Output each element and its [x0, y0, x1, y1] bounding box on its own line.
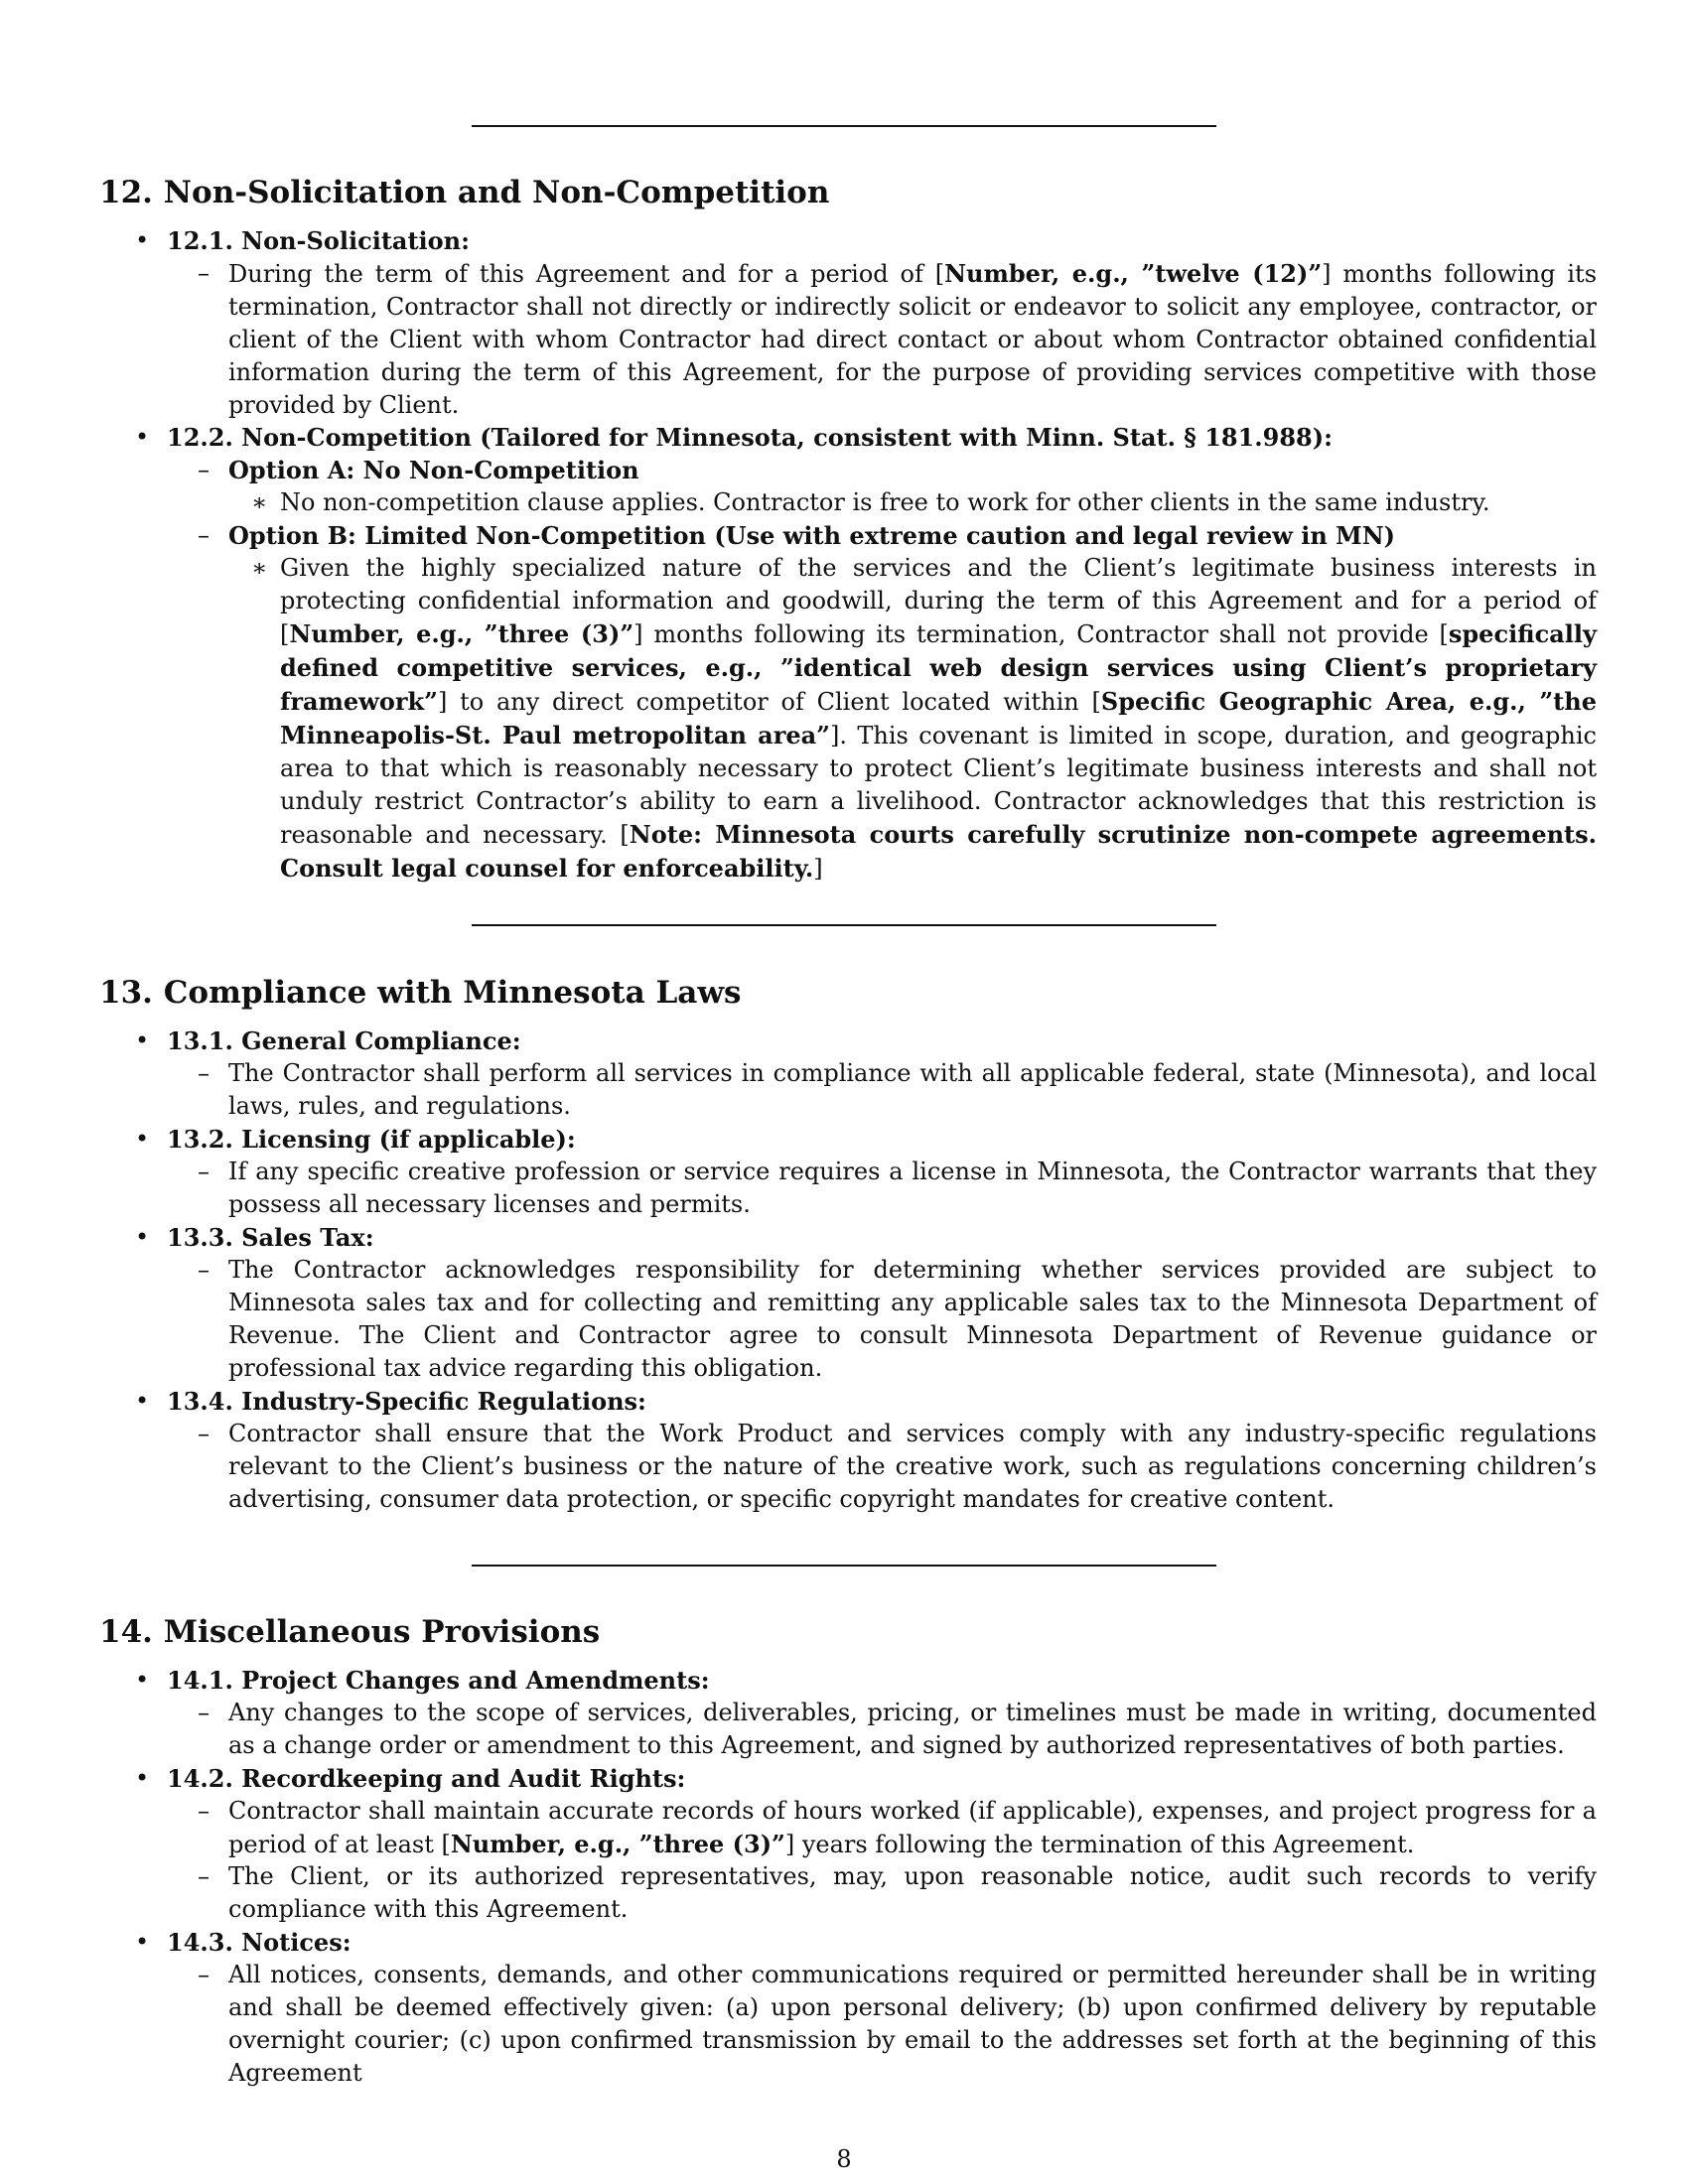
option-title: Option A: No Non-Competition — [228, 456, 639, 484]
placeholder-term: Number, e.g., ”three (3)” — [289, 619, 634, 648]
bullet-marker: • — [135, 1666, 150, 1694]
clause-text: The Contractor shall perform all services in compliance with all applicable federal, state (Minnesota), and local laws, rules, and regulations. — [228, 1059, 1597, 1120]
option-title: Option B: Limited Non-Competition (Use with extreme caution and legal review in MN) — [228, 521, 1396, 550]
clause-title: 14.2. Recordkeeping and Audit Rights: — [167, 1764, 686, 1793]
placeholder-term: Number, e.g., ”twelve (12)” — [944, 259, 1323, 288]
dash-marker: – — [198, 259, 210, 287]
dash-marker: – — [198, 1158, 210, 1185]
placeholder-term: Specific Geographic Area, e.g., ”the Minneapolis-St. Paul metropolitan area” — [280, 687, 1597, 750]
legal-note: Note: Minnesota courts carefully scrutinize non-compete agreements. Consult legal counsel for enforceability. — [280, 820, 1598, 883]
clause-text: Given the highly specialized nature of the services and the Client’s legitimate business interests in protecting confidential information and goodwill, during the term of this Agreement and for a period of [Number, e.g., ”three (3)”] months following its termination, Contractor shall not provide [specifically defined competitive services, e.g., ”identical web design services using Client’s proprietary framework”] to any direct competitor of Client located within [Specific Geographic Area, e.g., ”the Minneapolis-St. Paul metropolitan area”]. This covenant is limited in scope, duration, and geographic area to that which is reasonably necessary to protect Client’s legitimate business interests and shall not unduly restrict Contractor’s ability to earn a livelihood. Contractor acknowledges that this restriction is reasonable and necessary. [Note: Minnesota courts carefully scrutinize non-compete agreements. Consult legal counsel for enforceability.] — [280, 554, 1598, 883]
placeholder-term: Number, e.g., ”three (3)” — [450, 1830, 785, 1858]
clause-title: 12.1. Non-Solicitation: — [167, 226, 470, 255]
clause-text: Contractor shall maintain accurate records of hours worked (if applicable), expenses, and project progress for a period of at least [Number, e.g., ”three (3)”] years following the termination of this Agreement. — [228, 1797, 1597, 1858]
clause-title: 12.2. Non-Competition (Tailored for Minnesota, consistent with Minn. Stat. § 181.988): — [167, 423, 1333, 452]
dash-marker: – — [198, 1961, 210, 1988]
bullet-marker: • — [135, 1026, 150, 1054]
clause-text: The Client, or its authorized representatives, may, upon reasonable notice, audit such records to verify compliance with this Agreement. — [228, 1862, 1597, 1923]
bullet-marker: • — [135, 226, 150, 254]
clause-text: During the term of this Agreement and for a period of [Number, e.g., ”twelve (12)”] months following its termination, Contractor shall not directly or indirectly solicit or endeavor to solicit any employee, contractor, or client of the Client with whom Contractor had direct contact or about whom Contractor obtained confidential information during the term of this Agreement, for the purpose of providing services competitive with those provided by Client. — [228, 259, 1598, 419]
section-heading: 12. Non-Solicitation and Non-Competition — [99, 175, 830, 210]
dash-marker: – — [198, 1862, 210, 1890]
clause-title: 14.3. Notices: — [167, 1928, 352, 1957]
asterisk-marker: ∗ — [251, 488, 268, 516]
placeholder-term: specifically defined competitive services, e.g., ”identical web design services using Client’s proprietary framework” — [280, 619, 1597, 716]
clause-title: 13.1. General Compliance: — [167, 1026, 521, 1055]
clause-text: All notices, consents, demands, and other communications required or permitted hereunder shall be in writing and shall be deemed effectively given: (a) upon personal delivery; (b) upon confirmed delivery by reputable overnight courier; (c) upon confirmed transmission by email to the addresses set forth at the beginning of this Agreement — [228, 1961, 1597, 2087]
clause-text: Contractor shall ensure that the Work Product and services comply with any industry-specific regulations relevant to the Client’s business or the nature of the creative work, such as regulations concerning children’s advertising, consumer data protection, or specific copyright mandates for creative content. — [228, 1420, 1597, 1513]
dash-marker: – — [198, 1420, 210, 1447]
page-number: 8 — [836, 2145, 852, 2173]
section-heading: 13. Compliance with Minnesota Laws — [99, 975, 742, 1011]
section-divider — [472, 1565, 1216, 1567]
bullet-marker: • — [135, 1764, 150, 1792]
dash-marker: – — [198, 1059, 210, 1087]
dash-marker: – — [198, 1256, 210, 1284]
section-divider — [472, 924, 1216, 926]
bullet-marker: • — [135, 1928, 150, 1956]
clause-text: No non-competition clause applies. Contractor is free to work for other clients in the same industry. — [280, 488, 1490, 516]
clause-title: 13.2. Licensing (if applicable): — [167, 1125, 576, 1154]
dash-marker: – — [198, 1797, 210, 1825]
bullet-marker: • — [135, 423, 150, 451]
clause-title: 13.3. Sales Tax: — [167, 1223, 374, 1252]
dash-marker: – — [198, 1699, 210, 1726]
section-divider — [472, 125, 1216, 127]
asterisk-marker: ∗ — [251, 554, 268, 582]
clause-text: If any specific creative profession or service requires a license in Minnesota, the Contractor warrants that they possess all necessary licenses and permits. — [228, 1158, 1597, 1218]
dash-marker: – — [198, 456, 210, 483]
clause-title: 14.1. Project Changes and Amendments: — [167, 1666, 710, 1695]
bullet-marker: • — [135, 1387, 150, 1415]
dash-marker: – — [198, 521, 210, 549]
section-heading: 14. Miscellaneous Provisions — [99, 1614, 601, 1650]
bullet-marker: • — [135, 1223, 150, 1251]
clause-text: The Contractor acknowledges responsibility for determining whether services provided are subject to Minnesota sales tax and for collecting and remitting any applicable sales tax to the Minnesota Department of Revenue. The Client and Contractor agree to consult Minnesota Department of Revenue guidance or professional tax advice regarding this obligation. — [228, 1256, 1597, 1382]
clause-title: 13.4. Industry-Specific Regulations: — [167, 1387, 646, 1416]
bullet-marker: • — [135, 1125, 150, 1153]
clause-text: Any changes to the scope of services, deliverables, pricing, or timelines must be made in writing, documented as a change order or amendment to this Agreement, and signed by authorized representatives of both parties. — [228, 1699, 1597, 1759]
